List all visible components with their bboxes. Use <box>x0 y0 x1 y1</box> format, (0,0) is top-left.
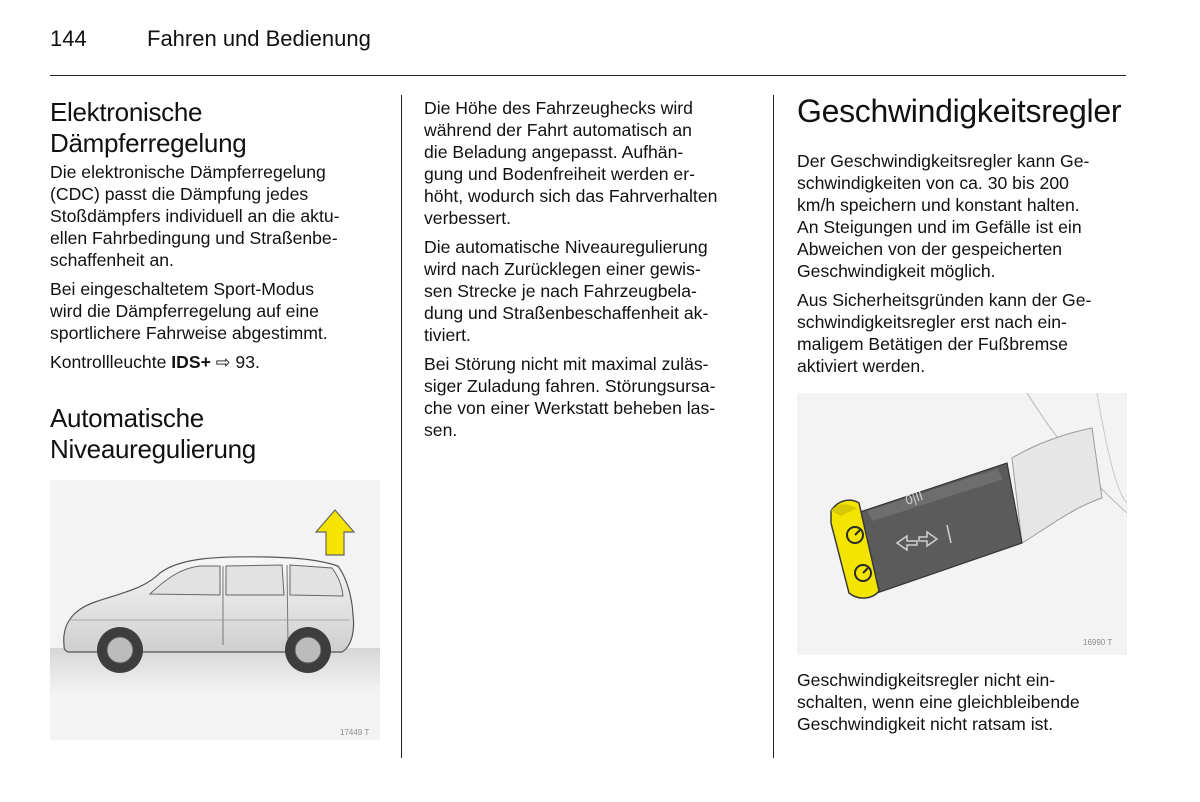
text-line: während der Fahrt automatisch an <box>424 120 692 140</box>
paragraph-cdc-intro <box>50 161 385 271</box>
text-line: Stoßdämpfers individuell an die aktu- <box>50 206 340 226</box>
figure-code: 17449 T <box>340 728 370 737</box>
paragraph-fault <box>424 353 759 441</box>
text-line: dung und Straßenbeschaffenheit ak- <box>424 303 709 323</box>
paragraph-safety <box>797 289 1132 377</box>
text-line: sportlichere Fahrweise abgestimmt. <box>50 323 328 343</box>
text-line: Abweichen von der gespeicherten <box>797 239 1063 259</box>
text-line: verbessert. <box>424 208 512 228</box>
stalk-illustration <box>797 393 1127 655</box>
column-1 <box>50 97 385 465</box>
text-line: Die elektronische Dämpferregelung <box>50 162 326 182</box>
up-arrow-icon <box>316 510 354 555</box>
stalk-body <box>857 463 1022 593</box>
column-divider-2 <box>773 95 774 758</box>
text-line: ellen Fahrbedingung und Straßenbe- <box>50 228 338 248</box>
text-line: An Steigungen und im Gefälle ist ein <box>797 217 1082 237</box>
stalk-boot <box>1012 428 1102 543</box>
arrow-reference-icon: ⇨ <box>215 352 231 372</box>
paragraph-activation <box>424 236 759 346</box>
text-line: wird die Dämpferregelung auf eine <box>50 301 319 321</box>
section-heading-level-control <box>50 403 385 465</box>
text-line: sen. <box>424 420 458 440</box>
text-line: Der Geschwindigkeitsregler kann Ge- <box>797 151 1090 171</box>
stalk-marking: 0|II <box>903 488 925 508</box>
column-2 <box>424 97 759 448</box>
text-line: (CDC) passt die Dämpfung jedes <box>50 184 309 204</box>
text-line: schwindigkeitsregler erst nach ein- <box>797 312 1067 332</box>
page-reference[interactable]: 93. <box>230 352 260 372</box>
text-line: Geschwindigkeit nicht ratsam ist. <box>797 714 1054 734</box>
page-number: 144 <box>50 26 87 51</box>
paragraph-indicator <box>50 351 385 373</box>
section-heading-cdc <box>50 97 385 159</box>
text-line: Bei Störung nicht mit maximal zuläs- <box>424 354 709 374</box>
column-3 <box>797 92 1132 384</box>
text-line: Geschwindigkeitsregler nicht ein- <box>797 670 1056 690</box>
section-heading-cruise-control: Geschwindigkeitsregler <box>797 93 1122 129</box>
cruise-stalk-figure <box>797 393 1127 655</box>
ids-plus-label: IDS+ <box>171 352 211 372</box>
paragraph-rear-height <box>424 97 759 229</box>
text-line: schalten, wenn eine gleichbleibende <box>797 692 1080 712</box>
rear-door-window <box>226 565 284 595</box>
heading-line: Elektronische <box>50 97 203 127</box>
text-line: tiviert. <box>424 325 471 345</box>
text-line: gung und Bodenfreiheit werden er- <box>424 164 695 184</box>
heading-line: Automatische <box>50 403 204 433</box>
text-line: höht, wodurch sich das Fahrverhalten <box>424 186 718 206</box>
rear-hub <box>295 637 321 663</box>
text-line: schwindigkeiten von ca. 30 bis 200 <box>797 173 1069 193</box>
paragraph-cruise-intro <box>797 150 1132 282</box>
header-divider <box>50 75 1126 76</box>
column-divider-1 <box>401 95 402 758</box>
paragraph-warning <box>797 669 1132 735</box>
text-line: Bei eingeschaltetem Sport-Modus <box>50 279 315 299</box>
text-line: schaffenheit an. <box>50 250 174 270</box>
text-line: Die Höhe des Fahrzeughecks wird <box>424 98 693 118</box>
text-line: siger Zuladung fahren. Störungsursa- <box>424 376 716 396</box>
column-3-bottom <box>797 669 1132 742</box>
text-line: Aus Sicherheitsgründen kann der Ge- <box>797 290 1092 310</box>
car-illustration <box>50 480 380 740</box>
text-line: aktiviert werden. <box>797 356 926 376</box>
text-line: che von einer Werkstatt beheben las- <box>424 398 716 418</box>
heading-line: Niveauregulierung <box>50 434 256 464</box>
text-line: die Beladung angepasst. Aufhän- <box>424 142 684 162</box>
text-line: wird nach Zurücklegen einer gewis- <box>424 259 701 279</box>
text-line: km/h speichern und konstant halten. <box>797 195 1080 215</box>
text-line: Geschwindigkeit möglich. <box>797 261 996 281</box>
text-line: sen Strecke je nach Fahrzeugbela- <box>424 281 697 301</box>
heading-line: Dämpferregelung <box>50 128 247 158</box>
paragraph-sport-mode <box>50 278 385 344</box>
text-line: maligem Betätigen der Fußbremse <box>797 334 1068 354</box>
figure-code: 16990 T <box>1083 638 1113 647</box>
steering-column-outline <box>1097 393 1127 503</box>
text-line: Die automatische Niveauregulierung <box>424 237 708 257</box>
chapter-title: Fahren und Bedienung <box>147 26 371 51</box>
car-level-figure <box>50 480 380 740</box>
text-line: Kontrollleuchte <box>50 352 172 372</box>
front-hub <box>107 637 133 663</box>
